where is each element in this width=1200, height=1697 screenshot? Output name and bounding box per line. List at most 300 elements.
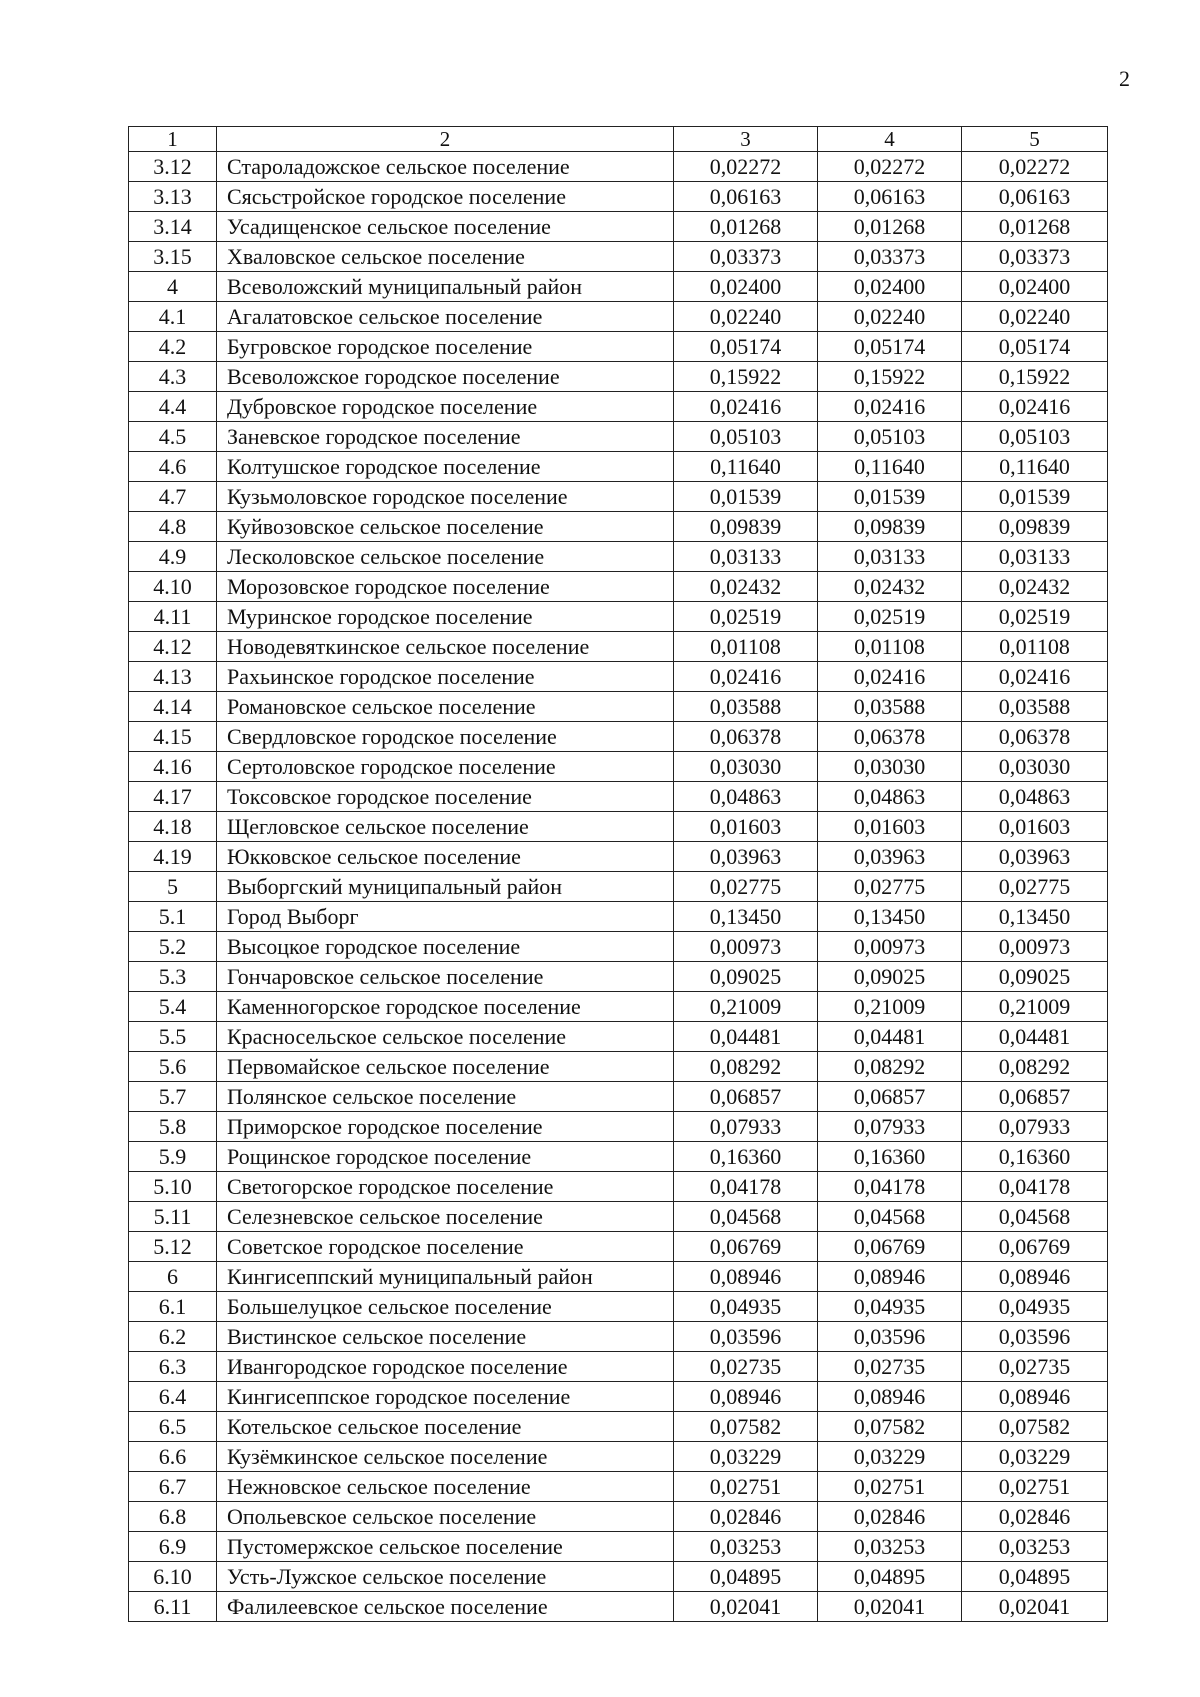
settlement-name-cell: Советское городское поселение	[217, 1232, 674, 1262]
value-cell-col3: 0,09839	[674, 512, 818, 542]
value-cell-col3: 0,02041	[674, 1592, 818, 1622]
row-number-cell: 4.11	[129, 602, 217, 632]
value-cell-col5: 0,03373	[962, 242, 1108, 272]
header-row	[129, 127, 1108, 152]
table-row	[129, 1592, 1108, 1622]
value-cell-col5: 0,01603	[962, 812, 1108, 842]
value-cell-col4: 0,01268	[818, 212, 962, 242]
value-cell-col4: 0,02751	[818, 1472, 962, 1502]
value-cell-col5: 0,02272	[962, 152, 1108, 182]
value-cell-col5: 0,04481	[962, 1022, 1108, 1052]
value-cell-col3: 0,01603	[674, 812, 818, 842]
table-row	[129, 392, 1108, 422]
value-cell-col3: 0,07582	[674, 1412, 818, 1442]
row-number-cell: 6.7	[129, 1472, 217, 1502]
value-cell-col4: 0,11640	[818, 452, 962, 482]
value-cell-col5: 0,01108	[962, 632, 1108, 662]
value-cell-col3: 0,02272	[674, 152, 818, 182]
value-cell-col5: 0,03596	[962, 1322, 1108, 1352]
value-cell-col3: 0,03030	[674, 752, 818, 782]
settlement-name-cell: Красносельское сельское поселение	[217, 1022, 674, 1052]
settlement-name-cell: Кузёмкинское сельское поселение	[217, 1442, 674, 1472]
settlement-name-cell: Фалилеевское сельское поселение	[217, 1592, 674, 1622]
value-cell-col3: 0,01539	[674, 482, 818, 512]
row-number-cell: 3.15	[129, 242, 217, 272]
value-cell-col5: 0,05103	[962, 422, 1108, 452]
row-number-cell: 5.9	[129, 1142, 217, 1172]
row-number-cell: 5.12	[129, 1232, 217, 1262]
row-number-cell: 6.3	[129, 1352, 217, 1382]
value-cell-col4: 0,00973	[818, 932, 962, 962]
value-cell-col5: 0,08946	[962, 1382, 1108, 1412]
value-cell-col3: 0,02735	[674, 1352, 818, 1382]
settlement-name-cell: Первомайское сельское поселение	[217, 1052, 674, 1082]
value-cell-col5: 0,07582	[962, 1412, 1108, 1442]
settlement-name-cell: Рахьинское городское поселение	[217, 662, 674, 692]
table-row	[129, 1022, 1108, 1052]
value-cell-col5: 0,02416	[962, 662, 1108, 692]
settlement-name-cell: Приморское городское поселение	[217, 1112, 674, 1142]
value-cell-col5: 0,02735	[962, 1352, 1108, 1382]
value-cell-col5: 0,00973	[962, 932, 1108, 962]
value-cell-col4: 0,03133	[818, 542, 962, 572]
settlement-name-cell: Юкковское сельское поселение	[217, 842, 674, 872]
table-row	[129, 872, 1108, 902]
settlement-name-cell: Всеволожское городское поселение	[217, 362, 674, 392]
table-row	[129, 902, 1108, 932]
value-cell-col3: 0,04568	[674, 1202, 818, 1232]
settlement-name-cell: Полянское сельское поселение	[217, 1082, 674, 1112]
value-cell-col5: 0,03253	[962, 1532, 1108, 1562]
page-number: 2	[1119, 66, 1130, 91]
settlement-name-cell: Большелуцкое сельское поселение	[217, 1292, 674, 1322]
settlement-name-cell: Город Выборг	[217, 902, 674, 932]
value-cell-col4: 0,08946	[818, 1382, 962, 1412]
value-cell-col4: 0,02240	[818, 302, 962, 332]
value-cell-col4: 0,21009	[818, 992, 962, 1022]
table-row	[129, 1082, 1108, 1112]
row-number-cell: 4.4	[129, 392, 217, 422]
value-cell-col4: 0,04895	[818, 1562, 962, 1592]
value-cell-col3: 0,03253	[674, 1532, 818, 1562]
settlement-name-cell: Пустомержское сельское поселение	[217, 1532, 674, 1562]
column-header-5: 5	[962, 127, 1108, 152]
settlement-name-cell: Усадищенское сельское поселение	[217, 212, 674, 242]
table-row	[129, 1382, 1108, 1412]
value-cell-col5: 0,01268	[962, 212, 1108, 242]
row-number-cell: 3.12	[129, 152, 217, 182]
table-row	[129, 512, 1108, 542]
value-cell-col4: 0,15922	[818, 362, 962, 392]
table-row	[129, 632, 1108, 662]
value-cell-col4: 0,04481	[818, 1022, 962, 1052]
row-number-cell: 4.14	[129, 692, 217, 722]
value-cell-col3: 0,13450	[674, 902, 818, 932]
row-number-cell: 4.1	[129, 302, 217, 332]
value-cell-col5: 0,02416	[962, 392, 1108, 422]
table-row	[129, 692, 1108, 722]
value-cell-col4: 0,05174	[818, 332, 962, 362]
value-cell-col4: 0,01539	[818, 482, 962, 512]
value-cell-col4: 0,07933	[818, 1112, 962, 1142]
row-number-cell: 4.6	[129, 452, 217, 482]
row-number-cell: 4.8	[129, 512, 217, 542]
row-number-cell: 5.5	[129, 1022, 217, 1052]
settlement-name-cell: Рощинское городское поселение	[217, 1142, 674, 1172]
value-cell-col5: 0,04935	[962, 1292, 1108, 1322]
value-cell-col4: 0,06163	[818, 182, 962, 212]
value-cell-col3: 0,06857	[674, 1082, 818, 1112]
table-row	[129, 662, 1108, 692]
table-row	[129, 422, 1108, 452]
value-cell-col3: 0,02240	[674, 302, 818, 332]
table-row	[129, 1142, 1108, 1172]
row-number-cell: 4.12	[129, 632, 217, 662]
table-row	[129, 302, 1108, 332]
settlement-name-cell: Усть-Лужское сельское поселение	[217, 1562, 674, 1592]
value-cell-col4: 0,02272	[818, 152, 962, 182]
row-number-cell: 5.7	[129, 1082, 217, 1112]
value-cell-col4: 0,05103	[818, 422, 962, 452]
value-cell-col5: 0,02400	[962, 272, 1108, 302]
value-cell-col3: 0,06769	[674, 1232, 818, 1262]
value-cell-col3: 0,01268	[674, 212, 818, 242]
table-row	[129, 212, 1108, 242]
row-number-cell: 4.19	[129, 842, 217, 872]
value-cell-col3: 0,02400	[674, 272, 818, 302]
table-row	[129, 1502, 1108, 1532]
settlement-name-cell: Сясьстройское городское поселение	[217, 182, 674, 212]
value-cell-col3: 0,06378	[674, 722, 818, 752]
settlement-name-cell: Кузьмоловское городское поселение	[217, 482, 674, 512]
value-cell-col4: 0,02432	[818, 572, 962, 602]
value-cell-col4: 0,03373	[818, 242, 962, 272]
value-cell-col3: 0,02751	[674, 1472, 818, 1502]
table-header	[129, 127, 1108, 152]
table-row	[129, 182, 1108, 212]
value-cell-col5: 0,04178	[962, 1172, 1108, 1202]
table-row	[129, 572, 1108, 602]
row-number-cell: 6	[129, 1262, 217, 1292]
settlement-name-cell: Муринское городское поселение	[217, 602, 674, 632]
value-cell-col3: 0,06163	[674, 182, 818, 212]
column-header-4: 4	[818, 127, 962, 152]
value-cell-col4: 0,13450	[818, 902, 962, 932]
row-number-cell: 6.9	[129, 1532, 217, 1562]
table-row	[129, 602, 1108, 632]
value-cell-col3: 0,05103	[674, 422, 818, 452]
row-number-cell: 5.2	[129, 932, 217, 962]
settlement-name-cell: Гончаровское сельское поселение	[217, 962, 674, 992]
value-cell-col3: 0,04178	[674, 1172, 818, 1202]
settlement-name-cell: Светогорское городское поселение	[217, 1172, 674, 1202]
value-cell-col5: 0,01539	[962, 482, 1108, 512]
value-cell-col3: 0,15922	[674, 362, 818, 392]
value-cell-col3: 0,07933	[674, 1112, 818, 1142]
table-row	[129, 932, 1108, 962]
row-number-cell: 4.15	[129, 722, 217, 752]
value-cell-col4: 0,03596	[818, 1322, 962, 1352]
row-number-cell: 4.5	[129, 422, 217, 452]
column-header-3: 3	[674, 127, 818, 152]
settlement-name-cell: Свердловское городское поселение	[217, 722, 674, 752]
value-cell-col3: 0,02416	[674, 392, 818, 422]
value-cell-col5: 0,02432	[962, 572, 1108, 602]
settlement-name-cell: Нежновское сельское поселение	[217, 1472, 674, 1502]
table-row	[129, 1532, 1108, 1562]
value-cell-col3: 0,04895	[674, 1562, 818, 1592]
value-cell-col5: 0,21009	[962, 992, 1108, 1022]
table-row	[129, 1112, 1108, 1142]
value-cell-col4: 0,02519	[818, 602, 962, 632]
value-cell-col4: 0,03229	[818, 1442, 962, 1472]
value-cell-col5: 0,05174	[962, 332, 1108, 362]
value-cell-col5: 0,08946	[962, 1262, 1108, 1292]
value-cell-col3: 0,08946	[674, 1262, 818, 1292]
table-row	[129, 482, 1108, 512]
table-row	[129, 1472, 1108, 1502]
value-cell-col5: 0,13450	[962, 902, 1108, 932]
table-row	[129, 1052, 1108, 1082]
value-cell-col4: 0,04178	[818, 1172, 962, 1202]
value-cell-col4: 0,02846	[818, 1502, 962, 1532]
settlement-name-cell: Токсовское городское поселение	[217, 782, 674, 812]
value-cell-col3: 0,03373	[674, 242, 818, 272]
table-row	[129, 1412, 1108, 1442]
row-number-cell: 3.14	[129, 212, 217, 242]
table-row	[129, 752, 1108, 782]
table-row	[129, 812, 1108, 842]
row-number-cell: 4.10	[129, 572, 217, 602]
row-number-cell: 5.8	[129, 1112, 217, 1142]
settlement-name-cell: Агалатовское сельское поселение	[217, 302, 674, 332]
settlement-name-cell: Бугровское городское поселение	[217, 332, 674, 362]
value-cell-col4: 0,02400	[818, 272, 962, 302]
table-row	[129, 842, 1108, 872]
row-number-cell: 5.11	[129, 1202, 217, 1232]
table-row	[129, 242, 1108, 272]
value-cell-col4: 0,04935	[818, 1292, 962, 1322]
settlement-name-cell: Селезневское сельское поселение	[217, 1202, 674, 1232]
row-number-cell: 4.16	[129, 752, 217, 782]
value-cell-col3: 0,01108	[674, 632, 818, 662]
value-cell-col5: 0,02240	[962, 302, 1108, 332]
value-cell-col5: 0,08292	[962, 1052, 1108, 1082]
table-row	[129, 1202, 1108, 1232]
value-cell-col3: 0,03963	[674, 842, 818, 872]
row-number-cell: 6.6	[129, 1442, 217, 1472]
value-cell-col3: 0,09025	[674, 962, 818, 992]
value-cell-col4: 0,01603	[818, 812, 962, 842]
value-cell-col3: 0,03229	[674, 1442, 818, 1472]
column-header-2: 2	[217, 127, 674, 152]
value-cell-col5: 0,03588	[962, 692, 1108, 722]
value-cell-col5: 0,04863	[962, 782, 1108, 812]
value-cell-col3: 0,02775	[674, 872, 818, 902]
value-cell-col5: 0,03030	[962, 752, 1108, 782]
row-number-cell: 5.4	[129, 992, 217, 1022]
value-cell-col4: 0,04568	[818, 1202, 962, 1232]
coefficients-table	[128, 126, 1108, 1622]
settlement-name-cell: Лесколовское сельское поселение	[217, 542, 674, 572]
settlement-name-cell: Щегловское сельское поселение	[217, 812, 674, 842]
row-number-cell: 6.4	[129, 1382, 217, 1412]
value-cell-col3: 0,03133	[674, 542, 818, 572]
table-row	[129, 1322, 1108, 1352]
value-cell-col3: 0,00973	[674, 932, 818, 962]
value-cell-col5: 0,03133	[962, 542, 1108, 572]
column-header-1: 1	[129, 127, 217, 152]
table-row	[129, 782, 1108, 812]
table-row	[129, 272, 1108, 302]
settlement-name-cell: Ивангородское городское поселение	[217, 1352, 674, 1382]
value-cell-col3: 0,04481	[674, 1022, 818, 1052]
value-cell-col5: 0,02751	[962, 1472, 1108, 1502]
value-cell-col4: 0,02775	[818, 872, 962, 902]
row-number-cell: 6.11	[129, 1592, 217, 1622]
settlement-name-cell: Сертоловское городское поселение	[217, 752, 674, 782]
value-cell-col4: 0,06857	[818, 1082, 962, 1112]
settlement-name-cell: Колтушское городское поселение	[217, 452, 674, 482]
value-cell-col3: 0,05174	[674, 332, 818, 362]
settlement-name-cell: Куйвозовское сельское поселение	[217, 512, 674, 542]
value-cell-col3: 0,03588	[674, 692, 818, 722]
table-row	[129, 362, 1108, 392]
value-cell-col4: 0,01108	[818, 632, 962, 662]
row-number-cell: 5	[129, 872, 217, 902]
settlement-name-cell: Хваловское сельское поселение	[217, 242, 674, 272]
settlement-name-cell: Романовское сельское поселение	[217, 692, 674, 722]
value-cell-col3: 0,03596	[674, 1322, 818, 1352]
value-cell-col4: 0,03963	[818, 842, 962, 872]
row-number-cell: 3.13	[129, 182, 217, 212]
value-cell-col3: 0,04863	[674, 782, 818, 812]
value-cell-col4: 0,09839	[818, 512, 962, 542]
settlement-name-cell: Дубровское городское поселение	[217, 392, 674, 422]
table-row	[129, 1562, 1108, 1592]
settlement-name-cell: Всеволожский муниципальный район	[217, 272, 674, 302]
table-row	[129, 1352, 1108, 1382]
value-cell-col4: 0,07582	[818, 1412, 962, 1442]
row-number-cell: 4.3	[129, 362, 217, 392]
row-number-cell: 4	[129, 272, 217, 302]
settlement-name-cell: Староладожское сельское поселение	[217, 152, 674, 182]
settlement-name-cell: Заневское городское поселение	[217, 422, 674, 452]
table-row	[129, 332, 1108, 362]
row-number-cell: 6.5	[129, 1412, 217, 1442]
value-cell-col4: 0,03030	[818, 752, 962, 782]
value-cell-col4: 0,02041	[818, 1592, 962, 1622]
settlement-name-cell: Котельское сельское поселение	[217, 1412, 674, 1442]
value-cell-col5: 0,02775	[962, 872, 1108, 902]
value-cell-col5: 0,03229	[962, 1442, 1108, 1472]
value-cell-col5: 0,09025	[962, 962, 1108, 992]
value-cell-col3: 0,21009	[674, 992, 818, 1022]
value-cell-col4: 0,06378	[818, 722, 962, 752]
table-row	[129, 152, 1108, 182]
row-number-cell: 4.18	[129, 812, 217, 842]
row-number-cell: 4.9	[129, 542, 217, 572]
value-cell-col5: 0,15922	[962, 362, 1108, 392]
value-cell-col4: 0,02416	[818, 392, 962, 422]
table-row	[129, 1232, 1108, 1262]
value-cell-col4: 0,02416	[818, 662, 962, 692]
value-cell-col5: 0,07933	[962, 1112, 1108, 1142]
row-number-cell: 4.7	[129, 482, 217, 512]
value-cell-col3: 0,16360	[674, 1142, 818, 1172]
row-number-cell: 6.8	[129, 1502, 217, 1532]
value-cell-col3: 0,02432	[674, 572, 818, 602]
value-cell-col5: 0,02041	[962, 1592, 1108, 1622]
table-row	[129, 1172, 1108, 1202]
table-row	[129, 1292, 1108, 1322]
row-number-cell: 6.2	[129, 1322, 217, 1352]
value-cell-col5: 0,02846	[962, 1502, 1108, 1532]
value-cell-col3: 0,04935	[674, 1292, 818, 1322]
value-cell-col5: 0,06378	[962, 722, 1108, 752]
row-number-cell: 6.10	[129, 1562, 217, 1592]
value-cell-col5: 0,09839	[962, 512, 1108, 542]
row-number-cell: 5.1	[129, 902, 217, 932]
table-row	[129, 962, 1108, 992]
table-body	[129, 152, 1108, 1622]
value-cell-col3: 0,02416	[674, 662, 818, 692]
value-cell-col5: 0,04895	[962, 1562, 1108, 1592]
value-cell-col3: 0,11640	[674, 452, 818, 482]
value-cell-col4: 0,02735	[818, 1352, 962, 1382]
value-cell-col4: 0,08946	[818, 1262, 962, 1292]
value-cell-col4: 0,16360	[818, 1142, 962, 1172]
settlement-name-cell: Каменногорское городское поселение	[217, 992, 674, 1022]
value-cell-col3: 0,08292	[674, 1052, 818, 1082]
value-cell-col5: 0,04568	[962, 1202, 1108, 1232]
settlement-name-cell: Вистинское сельское поселение	[217, 1322, 674, 1352]
table-row	[129, 722, 1108, 752]
value-cell-col3: 0,02846	[674, 1502, 818, 1532]
value-cell-col3: 0,02519	[674, 602, 818, 632]
value-cell-col4: 0,09025	[818, 962, 962, 992]
table-row	[129, 1442, 1108, 1472]
row-number-cell: 4.13	[129, 662, 217, 692]
value-cell-col5: 0,11640	[962, 452, 1108, 482]
settlement-name-cell: Кингисеппское городское поселение	[217, 1382, 674, 1412]
value-cell-col5: 0,03963	[962, 842, 1108, 872]
table-row	[129, 452, 1108, 482]
table-row	[129, 542, 1108, 572]
row-number-cell: 6.1	[129, 1292, 217, 1322]
table-row	[129, 1262, 1108, 1292]
settlement-name-cell: Кингисеппский муниципальный район	[217, 1262, 674, 1292]
row-number-cell: 5.6	[129, 1052, 217, 1082]
value-cell-col5: 0,02519	[962, 602, 1108, 632]
settlement-name-cell: Высоцкое городское поселение	[217, 932, 674, 962]
settlement-name-cell: Опольевское сельское поселение	[217, 1502, 674, 1532]
value-cell-col5: 0,16360	[962, 1142, 1108, 1172]
value-cell-col5: 0,06857	[962, 1082, 1108, 1112]
settlement-name-cell: Новодевяткинское сельское поселение	[217, 632, 674, 662]
value-cell-col4: 0,08292	[818, 1052, 962, 1082]
value-cell-col4: 0,03253	[818, 1532, 962, 1562]
value-cell-col3: 0,08946	[674, 1382, 818, 1412]
row-number-cell: 5.10	[129, 1172, 217, 1202]
settlement-name-cell: Выборгский муниципальный район	[217, 872, 674, 902]
value-cell-col4: 0,03588	[818, 692, 962, 722]
value-cell-col4: 0,04863	[818, 782, 962, 812]
value-cell-col4: 0,06769	[818, 1232, 962, 1262]
settlement-name-cell: Морозовское городское поселение	[217, 572, 674, 602]
value-cell-col5: 0,06769	[962, 1232, 1108, 1262]
row-number-cell: 4.2	[129, 332, 217, 362]
